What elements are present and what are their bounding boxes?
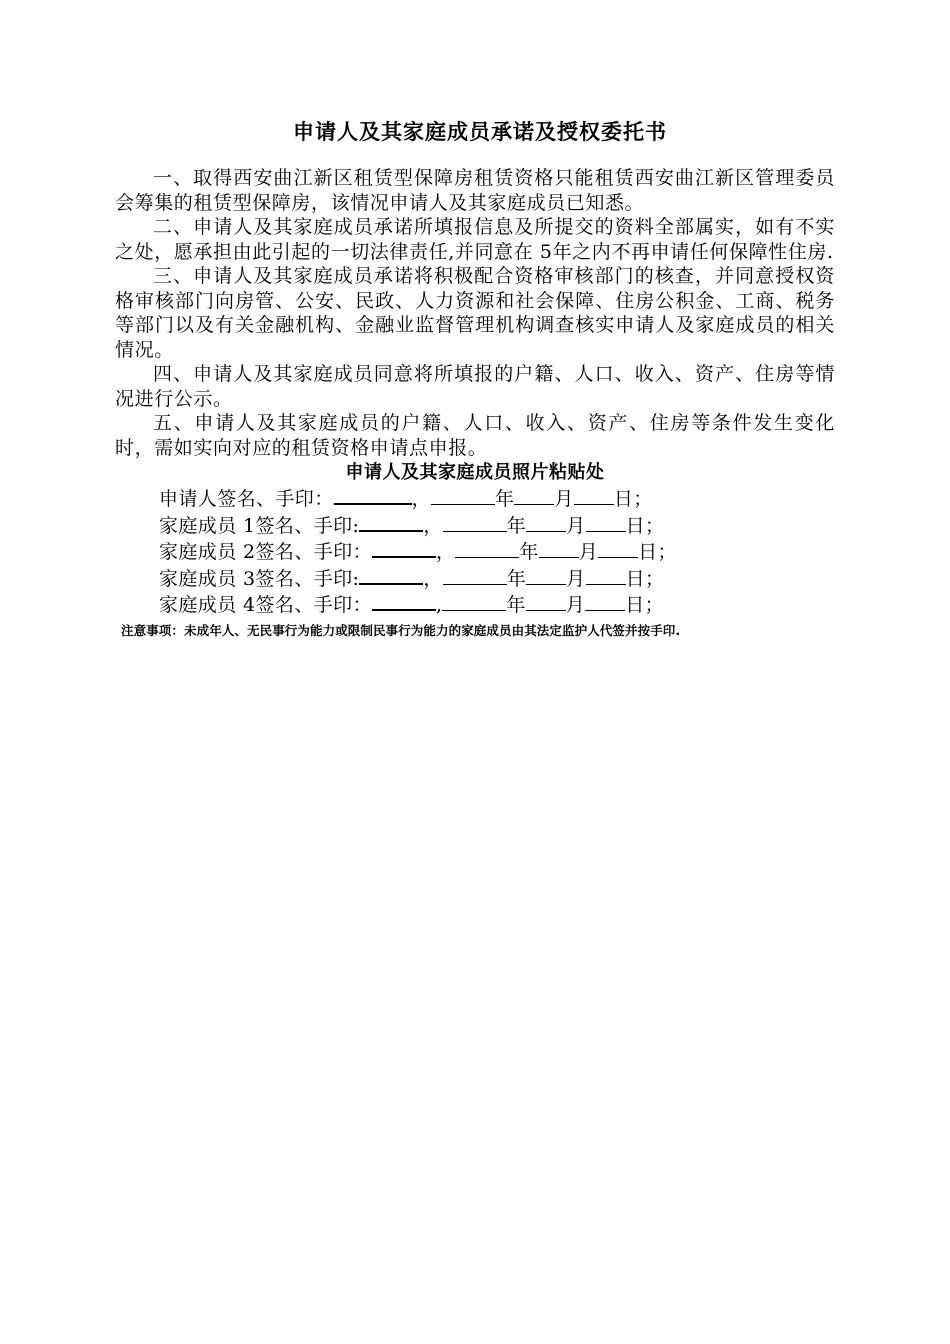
day-label: 日； [638,541,677,563]
signature-row-member-4 [115,591,835,618]
photo-section-title: 申请人及其家庭成员照片粘贴处 [345,462,605,483]
year-label: 年 [506,514,527,537]
month-label: 月 [554,488,574,510]
month-label: 月 [566,567,586,590]
paragraph-5: 五、申请人及其家庭成员的户籍、人口、收入、资产、住房等条件发生变化时，需如实向对应的租赁资格申请点申报。 [115,412,835,459]
signature-blank[interactable] [372,591,436,611]
day-blank[interactable] [574,486,614,505]
document-page [115,116,835,639]
date-blank[interactable] [442,592,506,611]
paragraph-4: 四、申请人及其家庭成员同意将所填报的户籍、人口、收入、资产、住房等情况进行公示。 [115,363,835,410]
separator: ， [423,514,443,537]
month-label: 月 [566,514,586,537]
paragraph-2: 二、申请人及其家庭成员承诺所填报信息及所提交的资料全部属实，如有不实之处，愿承担由此引起的一切法律责任,并同意在 5年之内不再申请任何保障性住房. [115,216,835,263]
day-blank[interactable] [598,539,638,558]
day-label: 日； [625,567,665,590]
separator: ， [411,488,432,510]
date-blank[interactable] [455,539,519,558]
day-label: 日； [625,514,665,537]
signature-blank[interactable] [359,565,423,585]
date-blank[interactable] [431,486,495,505]
signature-label: 家庭成员 4签名、手印： [159,594,372,616]
month-label: 月 [565,594,586,616]
month-blank[interactable] [539,539,579,558]
date-blank[interactable] [443,566,507,585]
signature-blank[interactable] [372,538,436,558]
paragraph-3: 三、申请人及其家庭成员承诺将积极配合资格审核部门的核查，并同意授权资格审核部门向房管、公安、民政、人力资源和社会保障、住房公积金、工商、税务等部门以及有关金融机构、金融业监督管理机构调查核实申请人及家庭成员的相关情况。 [115,265,835,361]
signature-label: 申请人签名、手印： [159,488,334,510]
paragraph-1: 一、取得西安曲江新区租赁型保障房租赁资格只能租赁西安曲江新区管理委员会筹集的租赁型保障房，该情况申请人及其家庭成员已知悉。 [115,167,835,214]
separator: , [435,594,443,616]
signature-row-member-3 [115,565,835,592]
year-label: 年 [495,488,515,510]
separator: ， [435,541,456,563]
signature-label: 家庭成员 2签名、手印： [159,541,372,563]
signature-row-member-1 [115,512,835,539]
year-label: 年 [519,541,539,563]
signature-blank[interactable] [359,512,423,532]
day-blank[interactable] [585,592,625,611]
signature-row-applicant [115,485,835,512]
day-label: 日； [625,594,665,616]
document-title: 申请人及其家庭成员承诺及授权委托书 [293,120,667,144]
month-label: 月 [578,541,599,563]
notice-text: 注意事项：未成年人、无民事行为能力或限制民事行为能力的家庭成员由其法定监护人代签并按手印. [121,622,681,638]
signature-blank[interactable] [334,485,412,505]
day-label: 日； [613,488,653,510]
year-label: 年 [506,594,526,616]
date-blank[interactable] [443,513,507,532]
month-blank[interactable] [526,513,566,532]
month-blank[interactable] [526,566,566,585]
year-label: 年 [506,567,527,590]
day-blank[interactable] [586,513,626,532]
signature-label: 家庭成员 3签名、手印: [159,567,360,590]
separator: ， [423,567,443,590]
month-blank[interactable] [514,486,554,505]
month-blank[interactable] [526,592,566,611]
signature-row-member-2 [115,538,835,565]
signature-label: 家庭成员 1签名、手印: [159,514,360,537]
day-blank[interactable] [586,566,626,585]
